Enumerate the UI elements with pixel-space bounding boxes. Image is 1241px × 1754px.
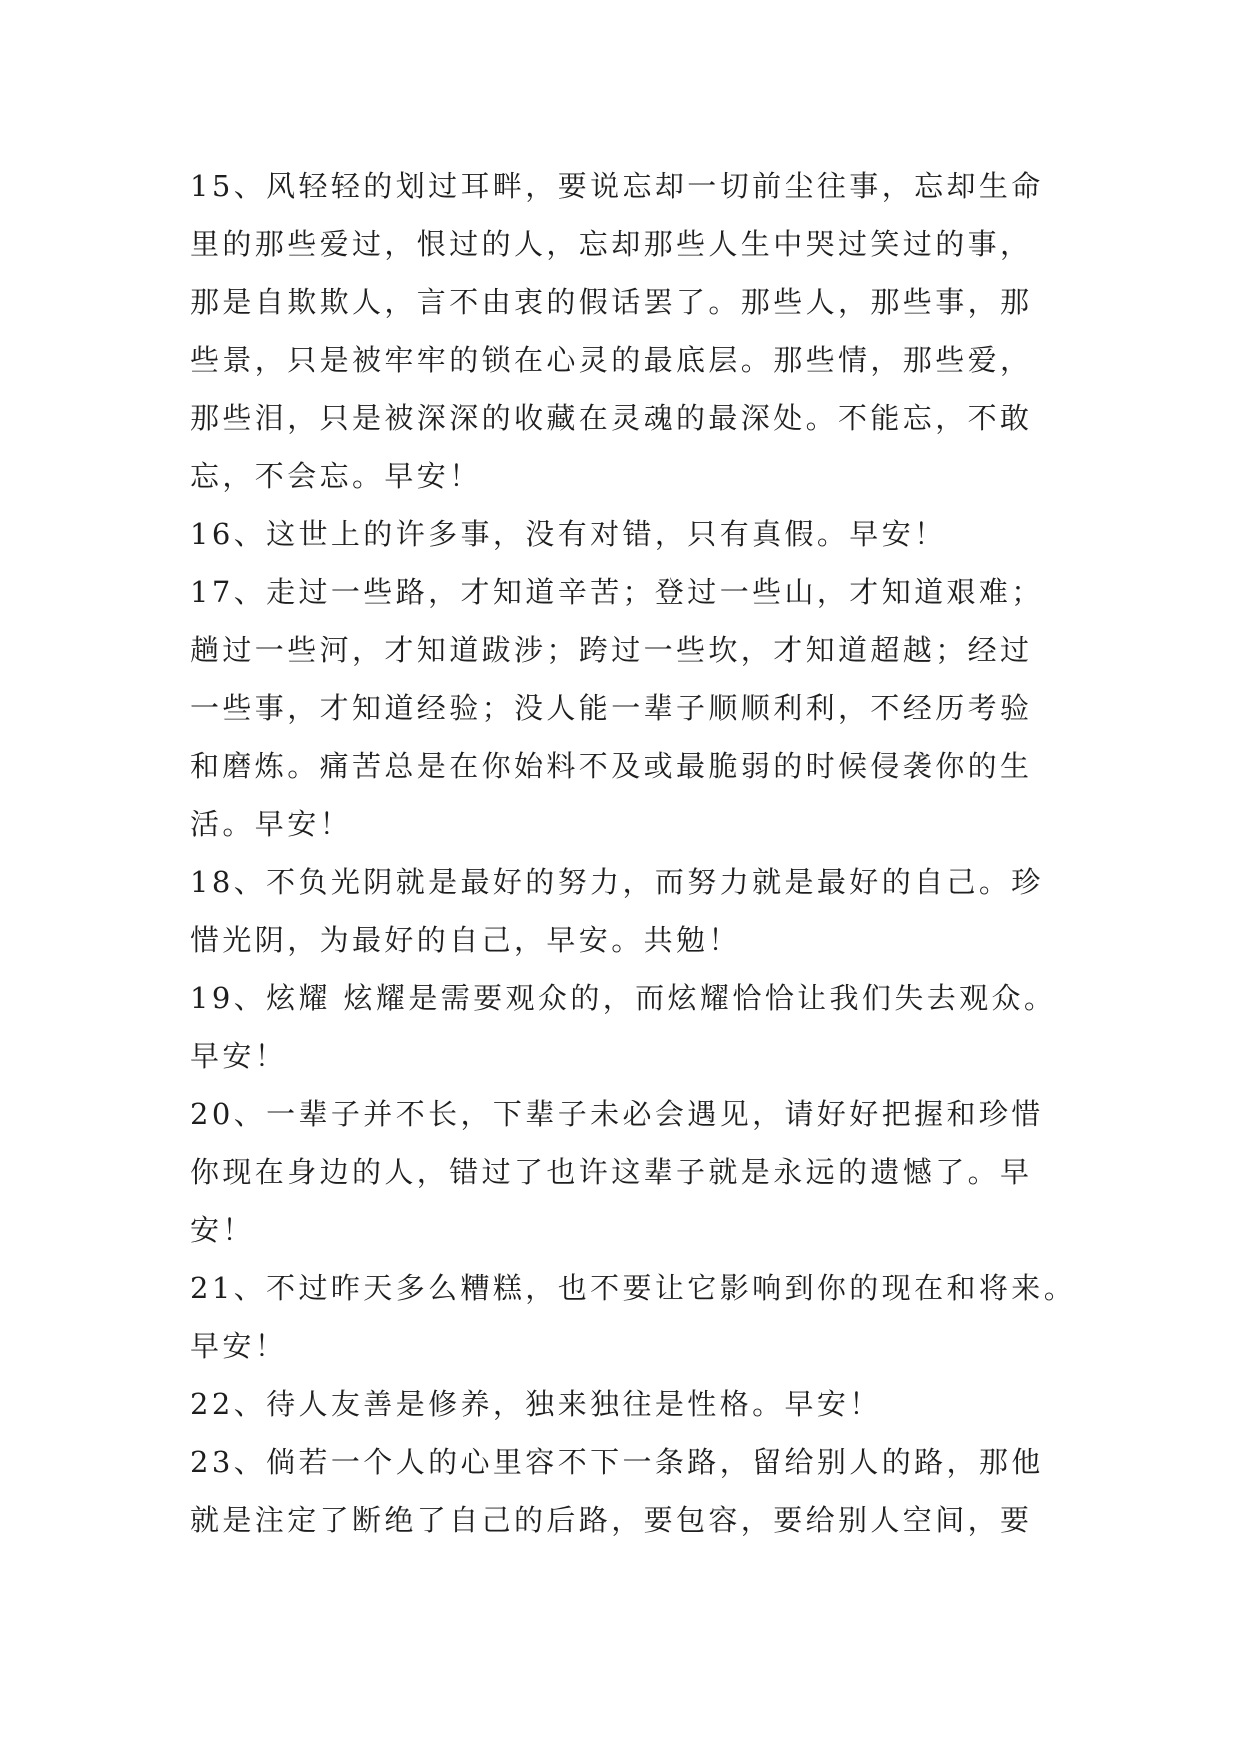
text-line: 22、待人友善是修养，独来独往是性格。早安！ (190, 1387, 882, 1421)
text-line: 20、一辈子并不长，下辈子未必会遇见，请好好把握和珍惜 (190, 1097, 1044, 1131)
text-line: 就是注定了断绝了自己的后路，要包容，要给别人空间，要 (190, 1503, 1033, 1537)
text-line: 些景，只是被牢牢的锁在心灵的最底层。那些情，那些爱， (190, 343, 1033, 377)
text-line: 21、不过昨天多么糟糕，也不要让它影响到你的现在和将来。 (190, 1271, 1077, 1305)
text-line: 23、倘若一个人的心里容不下一条路，留给别人的路，那他 (190, 1445, 1044, 1479)
text-line: 那是自欺欺人，言不由衷的假话罢了。那些人，那些事，那 (190, 285, 1033, 319)
text-line: 你现在身边的人，错过了也许这辈子就是永远的遗憾了。早 (190, 1155, 1033, 1189)
text-line: 那些泪，只是被深深的收藏在灵魂的最深处。不能忘，不敢 (190, 401, 1033, 435)
text-line: 安！ (190, 1213, 255, 1247)
text-line: 惜光阴，为最好的自己，早安。共勉！ (190, 923, 741, 957)
text-line: 17、走过一些路，才知道辛苦；登过一些山，才知道艰难； (190, 575, 1044, 609)
text-line: 早安！ (190, 1329, 288, 1363)
text-line: 活。早安！ (190, 807, 353, 841)
text-line: 19、炫耀 炫耀是需要观众的，而炫耀恰恰让我们失去观众。 (190, 981, 1057, 1015)
text-line: 和磨炼。痛苦总是在你始料不及或最脆弱的时候侵袭你的生 (190, 749, 1033, 783)
text-line: 15、风轻轻的划过耳畔，要说忘却一切前尘往事，忘却生命 (190, 169, 1044, 203)
text-line: 18、不负光阴就是最好的努力，而努力就是最好的自己。珍 (190, 865, 1044, 899)
text-line: 一些事，才知道经验；没人能一辈子顺顺利利，不经历考验 (190, 691, 1033, 725)
text-line: 16、这世上的许多事，没有对错，只有真假。早安！ (190, 517, 947, 551)
text-line: 忘，不会忘。早安！ (190, 459, 482, 493)
text-line: 里的那些爱过，恨过的人，忘却那些人生中哭过笑过的事， (190, 227, 1033, 261)
text-line: 趟过一些河，才知道跋涉；跨过一些坎，才知道超越；经过 (190, 633, 1033, 667)
text-line: 早安！ (190, 1039, 288, 1073)
